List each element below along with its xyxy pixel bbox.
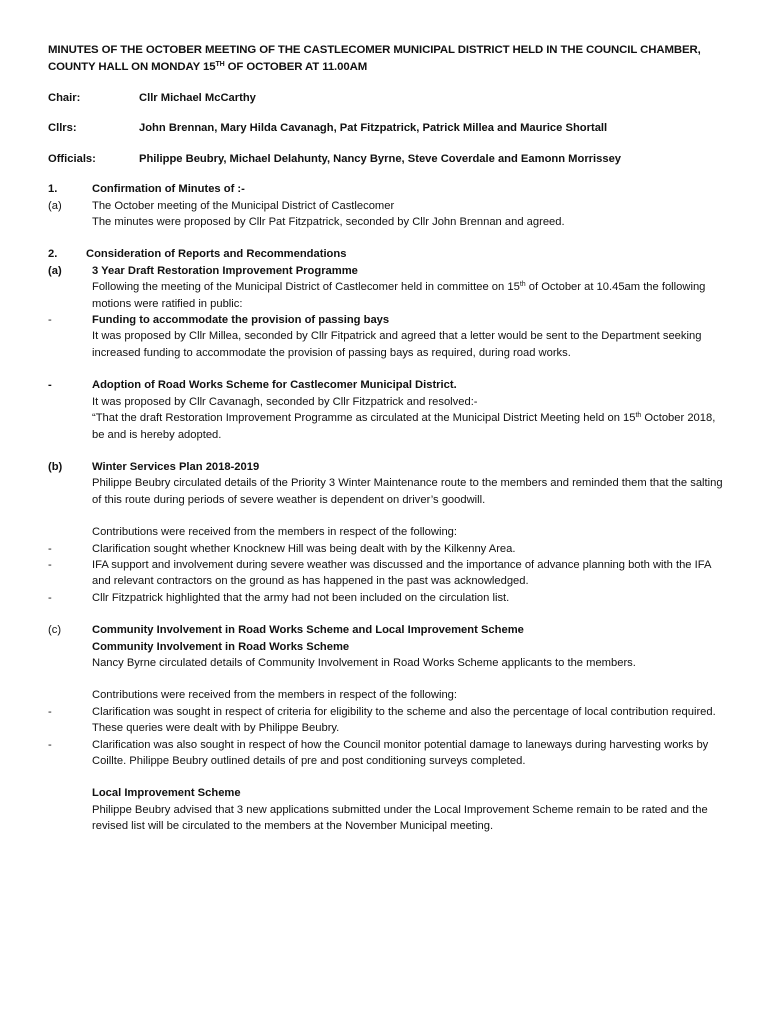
section-2a-bullet-2: - Adoption of Road Works Scheme for Castlecomer Municipal District. It was proposed by Cllr Cavanagh, seconded by Cllr Fitzpatrick and resolved:- “That the draft Restoration Improvement Programme as circulated at the Municipal District Meeting held on 15th October 2018, be and is hereby adopted. (48, 377, 728, 443)
bullet-2-text-2: “That the draft Restoration Improvement Programme as circulated at the Municipal District Meeting held on 15th October 2018, be and is hereby adopted. (92, 412, 716, 441)
section-2b-contrib: Contributions were received from the members in respect of the following: (92, 526, 458, 539)
bullet-1-heading: Funding to accommodate the provision of passing bays (92, 314, 390, 327)
section-2c-item-1: - Clarification was sought in respect of criteria for eligibility to the scheme and also the percentage of local contribution required. These queries were dealt with by Philippe Beubry. (48, 705, 716, 735)
section-2b: (b) Winter Services Plan 2018-2019 Philippe Beubry circulated details of the Priority 3 Winter Maintenance route to the members and reminded them that the salting of this route during periods of severe weather is dependent on driver’s goodwill. Contributions were received from the members in respect of the following: (48, 459, 728, 541)
chair-value: Cllr Michael McCarthy (139, 92, 256, 104)
local-improvement-scheme (48, 785, 728, 834)
section-2b-text: Philippe Beubry circulated details of the Priority 3 Winter Maintenance route to the members and reminded them that the salting of this route during periods of severe weather is dependent on driver’s goodwill. (92, 477, 723, 506)
officials-label: Officials: (48, 152, 96, 165)
attendance-cllrs (48, 120, 728, 136)
section-1a-line1: The October meeting of the Municipal District of Castlecomer (92, 199, 395, 212)
section-2b-item-1: - Clarification sought whether Knocknew Hill was being dealt with by the Kilkenny Area. (48, 542, 516, 555)
section-2a-bullet-1: - Funding to accommodate the provision of passing bays It was proposed by Cllr Millea, seconded by Cllr Fitpatrick and agreed that a letter would be sent to the Department seeking increased funding to accommodate the provision of passing bays as required, during road works. (48, 312, 728, 361)
section-1a-line2: The minutes were proposed by Cllr Pat Fitzpatrick, seconded by Cllr John Brennan and agreed. (92, 216, 565, 229)
lis-heading: Local Improvement Scheme (92, 787, 241, 800)
section-2c-item-2: - Clarification was also sought in respect of how the Council monitor potential damage to laneways during harvesting works by Coillte. Philippe Beubry outlined details of pre and post conditioning surveys completed. (48, 738, 709, 767)
section-2a-heading: 3 Year Draft Restoration Improvement Programme (92, 264, 358, 277)
section-2b-heading: Winter Services Plan 2018-2019 (92, 460, 260, 473)
section-2b-item-3: - Cllr Fitzpatrick highlighted that the army had not been included on the circulation list. (48, 591, 510, 604)
minutes-document (48, 42, 728, 835)
document-title: MINUTES OF THE OCTOBER MEETING OF THE CASTLECOMER MUNICIPAL DISTRICT HELD IN THE COUNCIL CHAMBER, COUNTY HALL ON MONDAY 15TH OF OCTOBER AT 11.00AM (48, 44, 701, 73)
section-2c-text: Nancy Byrne circulated details of Community Involvement in Road Works Scheme applicants to the members. (92, 656, 636, 669)
section-2a: (a) 3 Year Draft Restoration Improvement Programme Following the meeting of the Municipal District of Castlecomer held in committee on 15th of October at 10.45am the following motions were ratified in public: (48, 263, 728, 312)
cllrs-value: John Brennan, Mary Hilda Cavanagh, Pat Fitzpatrick, Patrick Millea and Maurice Shortall (139, 122, 608, 135)
section-2b-item-2: - IFA support and involvement during severe weather was discussed and the importance of advance planning both with the IFA and relevant contractors on the ground as has happened in the past was acknowledged. (48, 558, 711, 588)
section-2-heading: 2. Consideration of Reports and Recommendations (48, 248, 347, 261)
attendance-officials (48, 151, 728, 167)
section-1a: (a) The October meeting of the Municipal District of Castlecomer The minutes were proposed by Cllr Pat Fitzpatrick, seconded by Cllr John Brennan and agreed. (48, 198, 728, 231)
section-2c-heading-1: Community Involvement in Road Works Scheme and Local Improvement Scheme (92, 624, 524, 637)
bullet-2-heading: Adoption of Road Works Scheme for Castlecomer Municipal District. (92, 379, 457, 392)
section-2c-contrib: Contributions were received from the members in respect of the following: (92, 689, 458, 702)
section-1-heading: 1. Confirmation of Minutes of :- (48, 183, 245, 196)
section-2a-text: Following the meeting of the Municipal District of Castlecomer held in committee on 15th of October at 10.45am the following motions were ratified in public: (92, 281, 706, 310)
cllrs-label: Cllrs: (48, 122, 77, 135)
section-2c: (c) Community Involvement in Road Works Scheme and Local Improvement Scheme Community Involvement in Road Works Scheme Nancy Byrne circulated details of Community Involvement in Road Works Scheme applicants to the members. Contributions were received from the members in respect of the following: (48, 622, 728, 704)
attendance-chair (48, 90, 728, 106)
lis-text: Philippe Beubry advised that 3 new applications submitted under the Local Improvement Scheme remain to be rated and the revised list will be circulated to the members at the November Municipal meeting. (92, 803, 708, 833)
bullet-1-text: It was proposed by Cllr Millea, seconded by Cllr Fitpatrick and agreed that a letter would be sent to the Department seeking increased funding to accommodate the provision of passing bays as required, during road works. (92, 330, 702, 359)
chair-label: Chair: (48, 92, 81, 104)
section-2c-heading-2: Community Involvement in Road Works Scheme (92, 640, 350, 653)
bullet-2-text-1: It was proposed by Cllr Cavanagh, seconded by Cllr Fitzpatrick and resolved:- (92, 395, 478, 408)
officials-value: Philippe Beubry, Michael Delahunty, Nancy Byrne, Steve Coverdale and Eamonn Morrissey (139, 152, 622, 165)
